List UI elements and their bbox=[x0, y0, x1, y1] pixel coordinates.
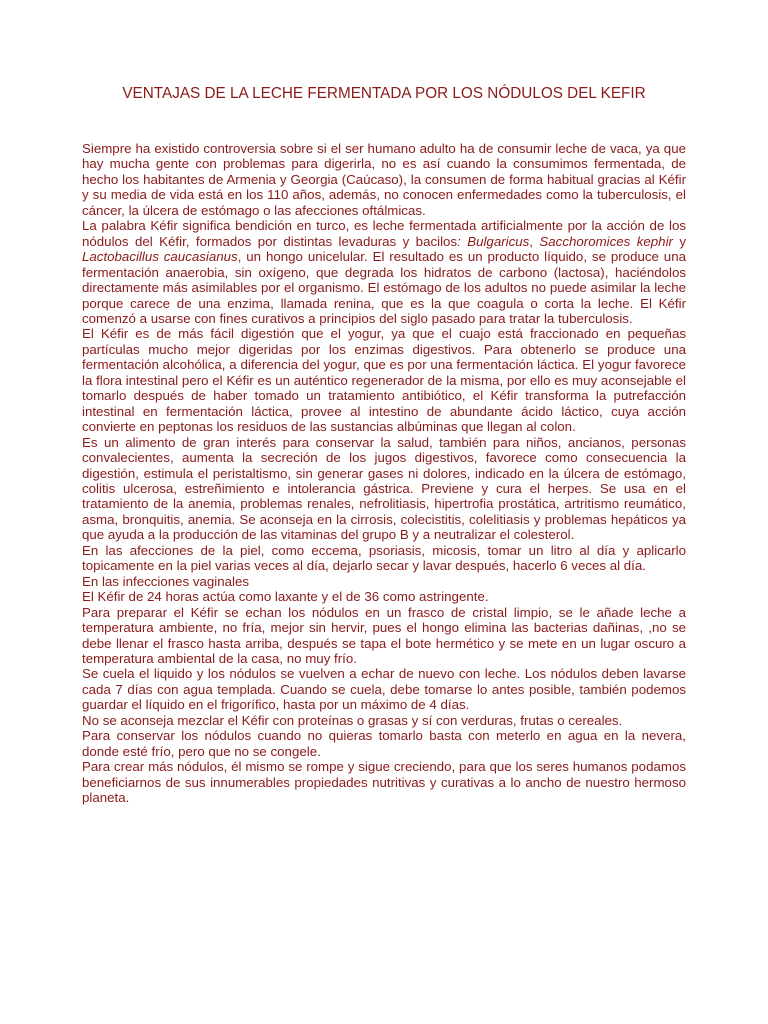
paragraph-vaginal: En las infecciones vaginales bbox=[82, 573, 250, 589]
definition-separator-1: , bbox=[529, 233, 540, 249]
species-sacchoromices: Sacchoromices kephir bbox=[539, 233, 673, 249]
paragraph-combinations: No se aconseja mezclar el Kéfir con proteínas o grasas y sí con verduras, frutas o cereales. bbox=[82, 712, 623, 728]
definition-separator-2: y bbox=[672, 233, 687, 249]
definition-text-start: La palabra Kéfir significa bendición en turco, es leche fermentada artificialmente por la acción de los nódulos del Kéfir, formados por distintas levaduras y bacilos bbox=[82, 218, 686, 249]
paragraph-health-benefits: Es un alimento de gran interés para conservar la salud, también para niños, ancianos, personas convalecientes, aumenta la secreción de los jugos digestivos, favorece como consecuencia la digestión, estimula el peristaltismo, sin generar gases ni dolores, indicado en la úlcera de estómago, colitis ulcerosa, estreñimiento e intolerancia gástrica. Previene y cura el herpes. Se usa en el tratamiento de la anemia, problemas renales, nefrolitiasis, hipertrofia prostática, artritismo reumático, asma, bronquitis, anemia. Se aconseja en la cirrosis, colecistitis, colelitiasis y problemas hepáticos ya que ayuda a la producción de las vitaminas del grupo B y a neutralizar el colesterol. bbox=[82, 434, 686, 543]
species-bulgaricus: Bulgaricus bbox=[467, 233, 530, 249]
document-body bbox=[82, 141, 686, 805]
paragraph-storage: Para conservar los nódulos cuando no quieras tomarlo basta con meterlo en agua en la nevera, donde esté frío, pero que no se congele. bbox=[82, 728, 686, 759]
paragraph-laxative: El Kéfir de 24 horas actúa como laxante y el de 36 como astringente. bbox=[82, 589, 489, 605]
definition-text-end: , un hongo unicelular. El resultado es un producto líquido, se produce una fermentación anaerobia, sin oxígeno, que degrada los hidratos de carbono (lactosa), haciéndolos directamente más asimilables por el organismo. El estómago de los adultos no puede asimilar la leche porque carece de una enzima, llamada renina, que es la que coagula o corta la leche. El Kéfir comenzó a usarse con fines curativos a principios del siglo pasado para tratar la tuberculosis. bbox=[82, 249, 686, 326]
document-title: VENTAJAS DE LA LECHE FERMENTADA POR LOS NÓDULOS DEL KEFIR bbox=[122, 85, 646, 102]
paragraph-straining: Se cuela el liquido y los nódulos se vuelven a echar de nuevo con leche. Los nódulos deben lavarse cada 7 días con agua templada. Cuando se cuela, debe tomarse lo antes posible, también podemos guardar el líquido en el frigorífico, hasta por un máximo de 4 días. bbox=[82, 666, 686, 713]
document-page bbox=[82, 83, 686, 805]
paragraph-skin: En las afecciones de la piel, como eccema, psoriasis, micosis, tomar un litro al día y aplicarlo topicamente en la piel varias veces al día, dejarlo secar y lavar después, hacerlo 6 veces al día. bbox=[82, 542, 686, 574]
paragraph-preparation: Para preparar el Kéfir se echan los nódulos en un frasco de cristal limpio, se le añade leche a temperatura ambiente, no fría, mejor sin hervir, pues el hongo elimina las bacterias dañinas, ,no se debe llenar el frasco hasta arriba, después se tapa el bote hermético y se mete en un lugar oscuro a temperatura ambiental de la casa, no muy frío. bbox=[82, 604, 686, 666]
species-lactobacillus: Lactobacillus caucasianus bbox=[82, 249, 238, 265]
paragraph-digestion: El Kéfir es de más fácil digestión que el yogur, ya que el cuajo está fraccionado en pequeñas partículas mucho mejor digeridas por los enzimas digestivos. Para obtenerlo se produce una fermentación alcohólica, a diferencia del yogur, que es por una fermentación láctica. El yogur favorece la flora intestinal pero el Kéfir es un auténtico regenerador de la misma, por ello es muy aconsejable el tomarlo después de haber tomado un tratamiento antibiótico, el Kéfir transforma la putrefacción intestinal en fermentación láctica, provee al intestino de abundante ácido láctico, cuya acción convierte en peptonas los residuos de las sustancias albúminas que llegan al colon. bbox=[82, 326, 686, 435]
paragraph-growth: Para crear más nódulos, él mismo se rompe y sigue creciendo, para que los seres humanos podamos beneficiarnos de sus innumerables propiedades nutritivas y curativas a lo ancho de nuestro hermoso planeta. bbox=[82, 759, 686, 806]
paragraph-kefir-definition bbox=[82, 218, 686, 326]
definition-colon: : bbox=[457, 233, 468, 249]
paragraph-intro: Siempre ha existido controversia sobre si el ser humano adulto ha de consumir leche de vaca, ya que hay mucha gente con problemas para digerirla, no es así cuando la consumimos fermentada, de hecho los habitantes de Armenia y Georgia (Caúcaso), la consumen de forma habitual gracias al Kéfir y su media de vida está en los 110 años, además, no conocen enfermedades como la tuberculosis, el cáncer, la úlcera de estómago o las afecciones oftálmicas. bbox=[82, 141, 686, 218]
